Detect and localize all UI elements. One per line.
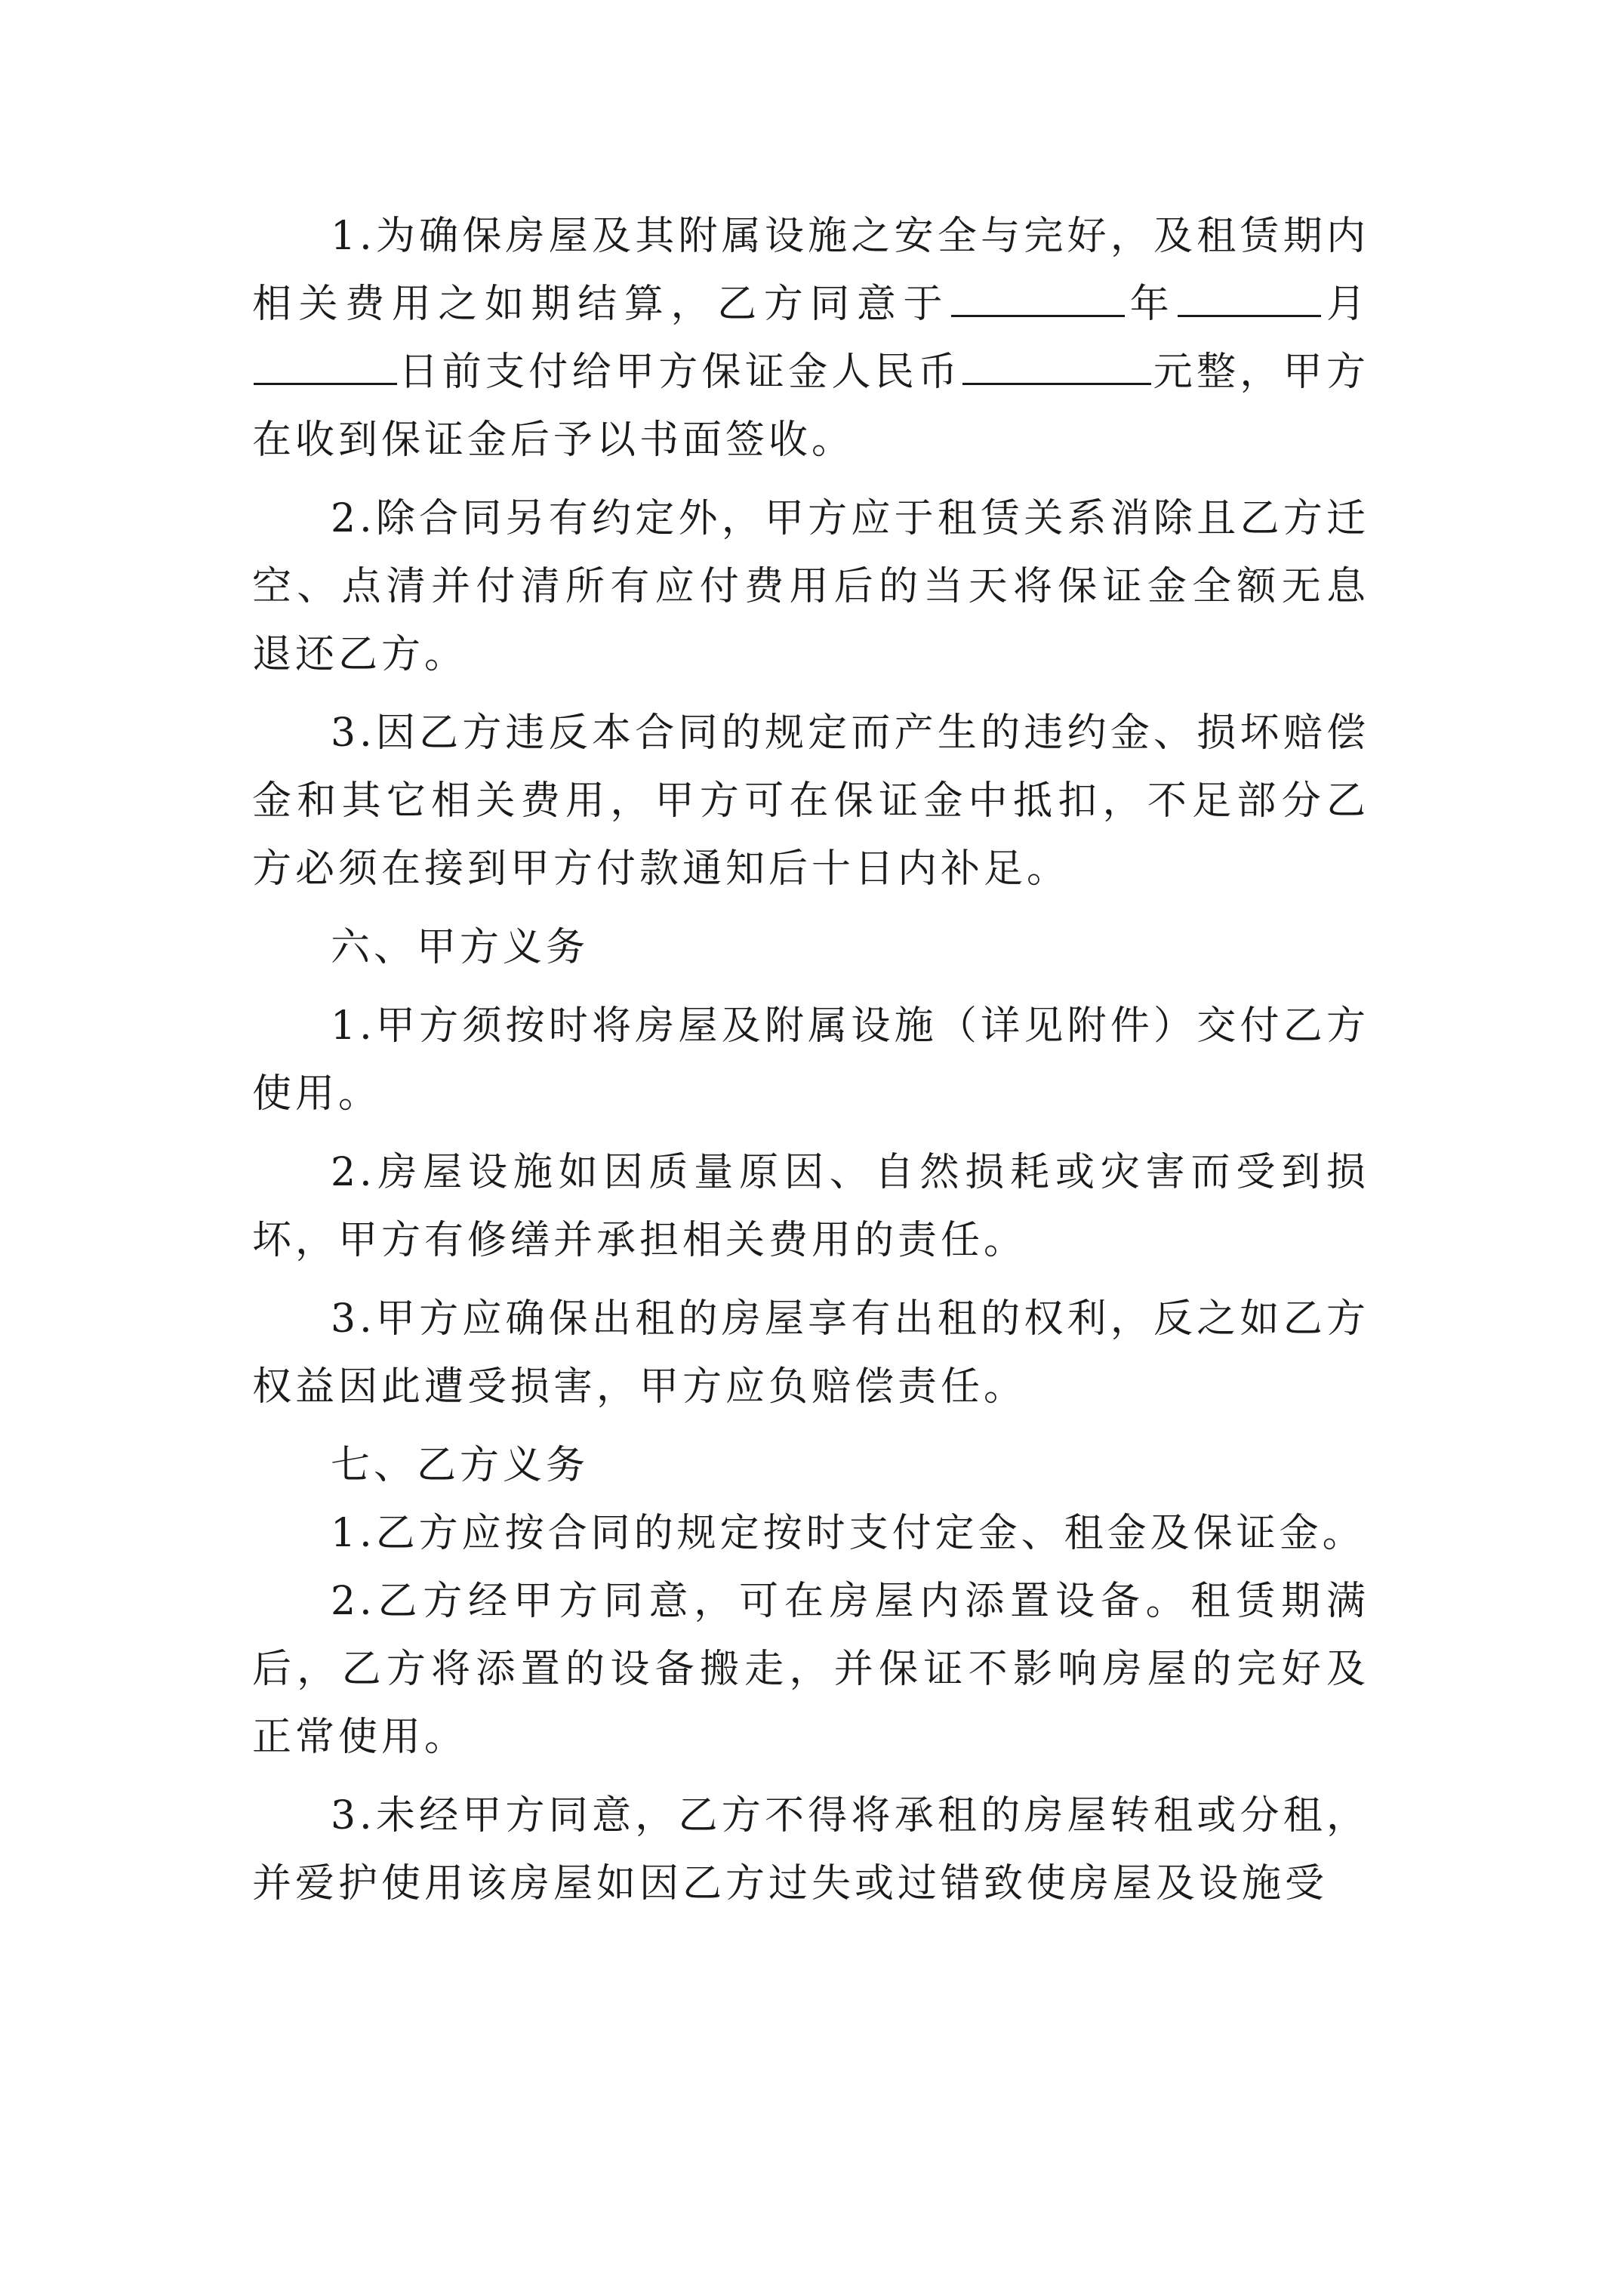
deposit-clause-1 — [252, 202, 1369, 474]
clause-text: 1.为确保房屋及其附属设施之安全与完好，及租赁期内相关费用之如期结算，乙方同意于 — [252, 214, 1369, 327]
month-blank — [1178, 276, 1321, 317]
party-a-clause-3: 3.甲方应确保出租的房屋享有出租的权利，反之如乙方权益因此遭受损害，甲方应负赔偿责任。 — [252, 1296, 1369, 1410]
year-blank — [951, 276, 1125, 317]
party-b-clause-1: 1.乙方应按合同的规定按时支付定金、租金及保证金。 — [331, 1511, 1366, 1556]
party-a-clause-2: 2.房屋设施如因质量原因、自然损耗或灾害而受到损坏，甲方有修缮并承担相关费用的责任。 — [252, 1150, 1369, 1263]
deposit-clause-2: 2.除合同另有约定外，甲方应于租赁关系消除且乙方迁空、点清并付清所有应付费用后的当天将保证金全额无息退还乙方。 — [252, 496, 1369, 677]
section-heading-party-a: 六、甲方义务 — [331, 925, 590, 970]
year-label: 年 — [1126, 282, 1177, 327]
party-b-clause-3: 3.未经甲方同意，乙方不得将承租的房屋转租或分租，并爱护使用该房屋如因乙方过失或过错致使房屋及设施受 — [252, 1793, 1369, 1906]
deposit-clause-3: 3.因乙方违反本合同的规定而产生的违约金、损坏赔偿金和其它相关费用，甲方可在保证金中抵扣，不足部分乙方必须在接到甲方付款通知后十日内补足。 — [252, 710, 1369, 892]
clause-text: 元整，甲方在收到保证金后予以书面签收。 — [252, 350, 1369, 463]
party-b-clause-2: 2.乙方经甲方同意，可在房屋内添置设备。租赁期满后，乙方将添置的设备搬走，并保证不影响房屋的完好及正常使用。 — [252, 1579, 1369, 1760]
month-label: 月 — [1323, 282, 1369, 327]
party-a-clause-1: 1.甲方须按时将房屋及附属设施（详见附件）交付乙方使用。 — [252, 1003, 1369, 1117]
section-heading-party-b: 七、乙方义务 — [331, 1443, 590, 1488]
amount-blank — [962, 344, 1151, 385]
document-body — [252, 202, 1369, 1918]
clause-text: 日前支付给甲方保证金人民币 — [399, 350, 962, 395]
day-blank — [254, 344, 397, 385]
